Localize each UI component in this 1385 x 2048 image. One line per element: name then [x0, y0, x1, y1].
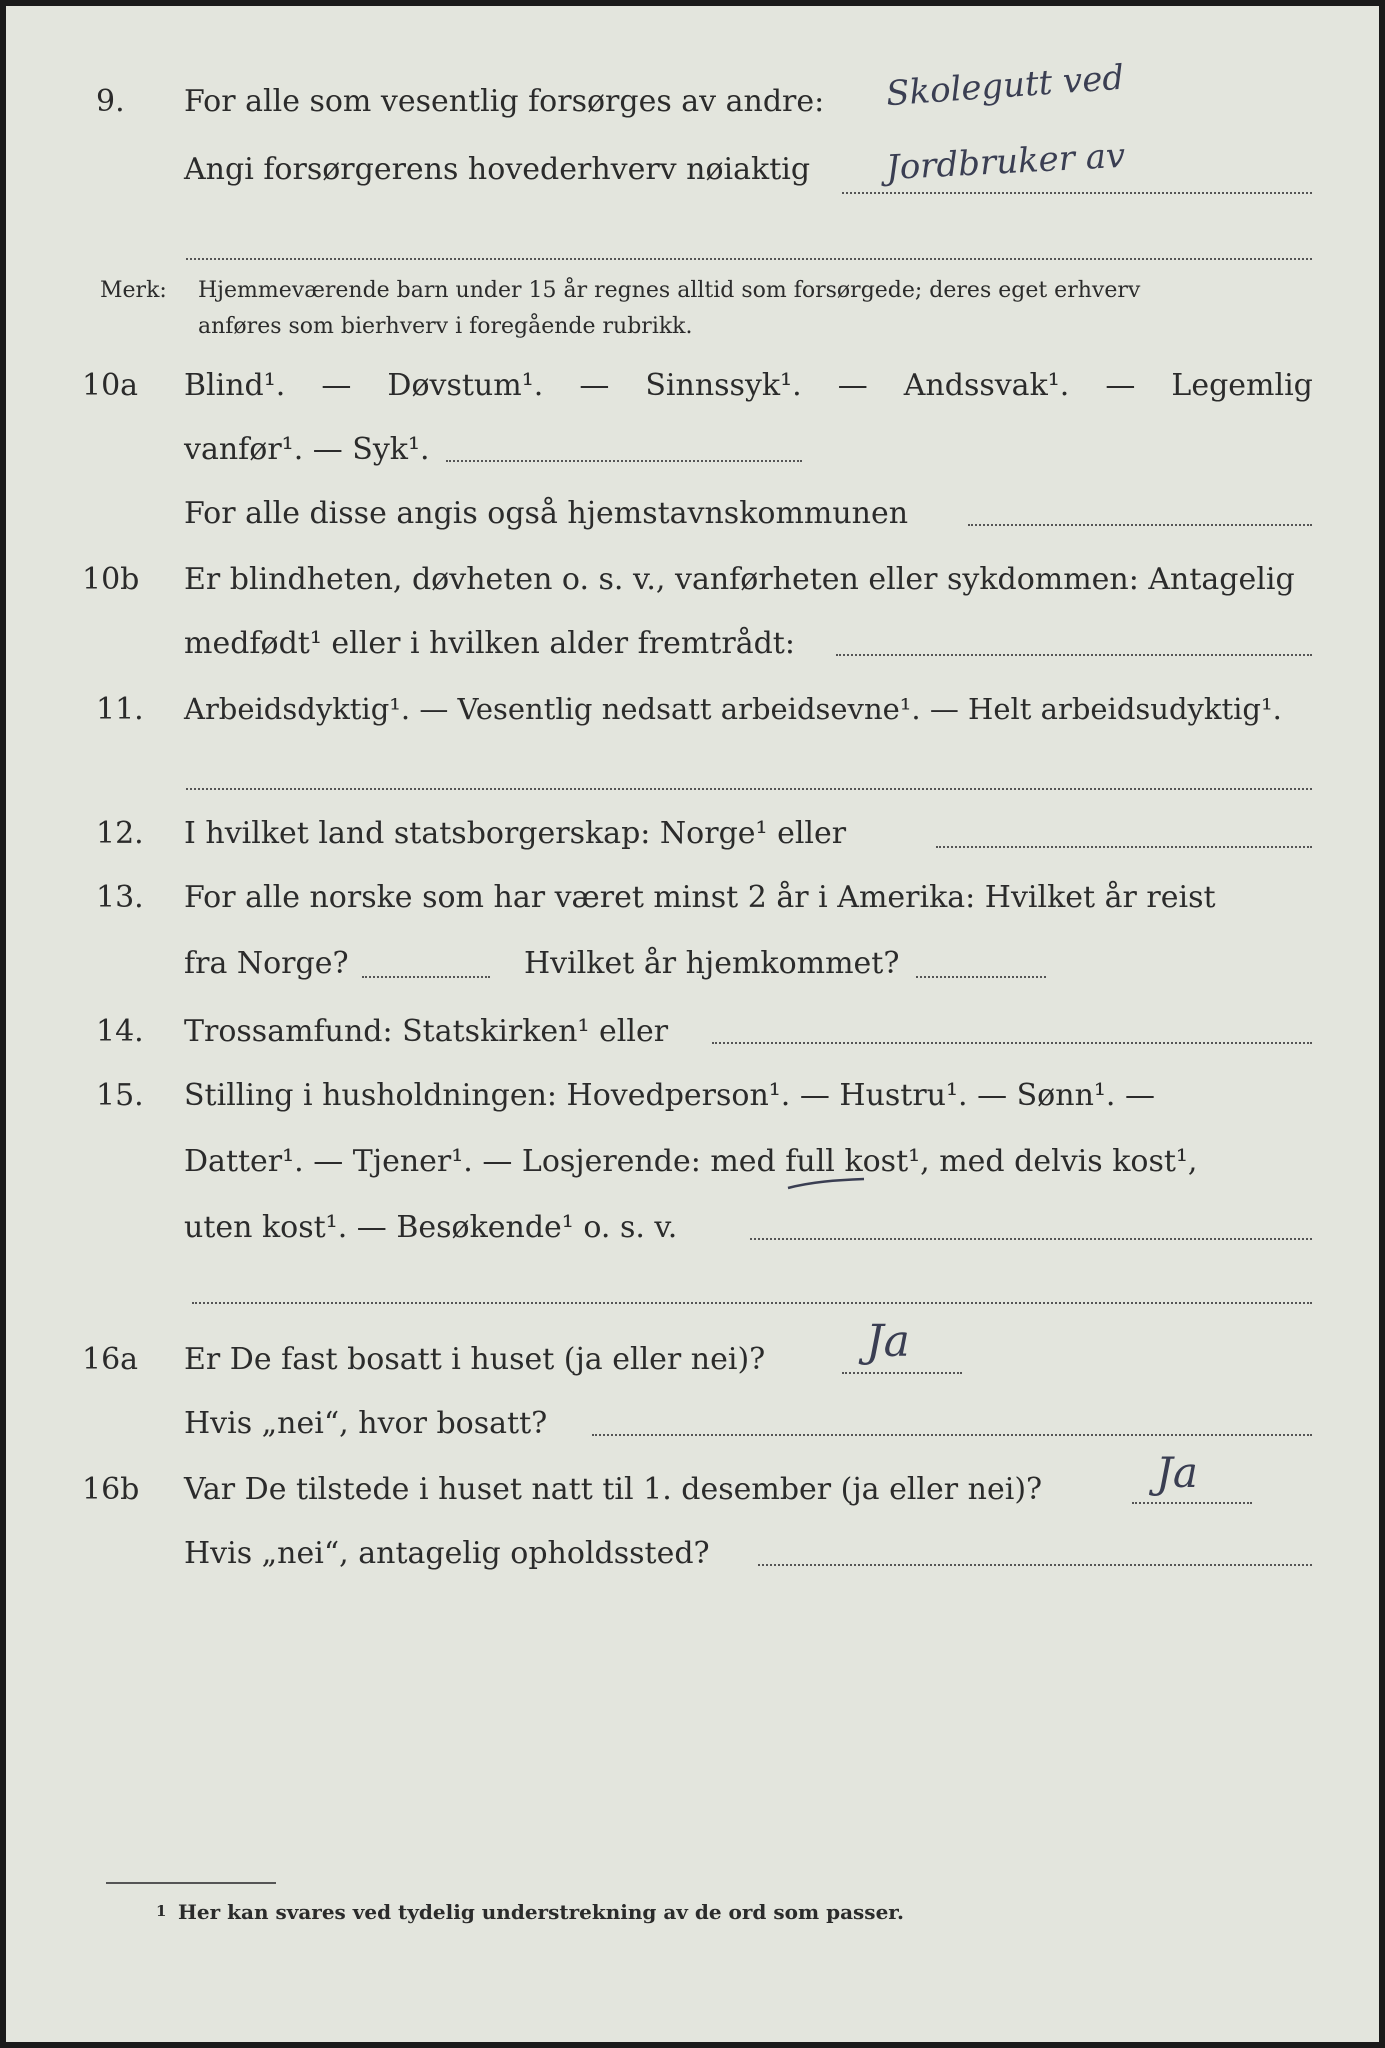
q16a-bosatt-field[interactable]	[592, 1434, 1312, 1436]
q10a-number: 10a	[82, 368, 139, 403]
q10a-dash: —	[1105, 368, 1136, 403]
q15-number: 15.	[96, 1078, 144, 1113]
q12-number: 12.	[96, 816, 144, 851]
q16b-line1: Var De tilstede i huset natt til 1. desember (ja eller nei)?	[184, 1472, 1043, 1507]
q10b-line1: Er blindheten, døvheten o. s. v., vanførheten eller sykdommen: Antagelig	[184, 562, 1295, 597]
q13-line2a: fra Norge?	[184, 946, 349, 981]
q10b-number: 10b	[82, 562, 140, 597]
q16b-answer-handwriting: Ja	[1156, 1448, 1198, 1497]
census-form-page	[6, 6, 1379, 2042]
q10a-option-legemlig[interactable]: Legemlig	[1171, 368, 1313, 403]
q9-number: 9.	[96, 84, 125, 119]
q9-answer1-handwriting: Skolegutt ved	[884, 57, 1126, 115]
q15-line2: Datter¹. — Tjener¹. — Losjerende: med full kost¹, med delvis kost¹,	[184, 1144, 1198, 1179]
q16a-answer-field[interactable]	[842, 1372, 962, 1374]
q16a-line1: Er De fast bosatt i huset (ja eller nei)?	[184, 1342, 766, 1377]
q12-line1: I hvilket land statsborgerskap: Norge¹ eller	[184, 816, 847, 851]
q11-line1: Arbeidsdyktig¹. — Vesentlig nedsatt arbeidsevne¹. — Helt arbeidsudyktig¹.	[184, 692, 1282, 726]
q10a-option-andssvak[interactable]: Andssvak¹.	[903, 368, 1070, 403]
q10a-line3: For alle disse angis også hjemstavnskommunen	[184, 496, 909, 531]
q15-line3: uten kost¹. — Besøkende¹ o. s. v.	[184, 1210, 678, 1245]
q10a-line2: vanfør¹. — Syk¹.	[184, 432, 430, 467]
footnote-mark: 1	[156, 1902, 167, 1920]
q13-reist-field[interactable]	[362, 976, 490, 978]
q9-question-line2: Angi forsørgerens hovederhverv nøiaktig	[184, 152, 811, 187]
q10a-syk-field[interactable]	[446, 460, 802, 462]
footnote-text: Her kan svares ved tydelig understrekning av de ord som passer.	[178, 1900, 904, 1924]
q9-extra-line[interactable]	[186, 258, 1312, 260]
q10a-hjemstavn-field[interactable]	[968, 524, 1312, 526]
q14-line1: Trossamfund: Statskirken¹ eller	[184, 1014, 669, 1049]
q10a-option-blind[interactable]: Blind¹.	[184, 368, 286, 403]
q10a-dash: —	[837, 368, 868, 403]
q14-number: 14.	[96, 1014, 144, 1049]
q16b-line2: Hvis „nei“, antagelig opholdssted?	[184, 1536, 710, 1571]
footnote-rule	[106, 1882, 276, 1884]
q11-answer-field[interactable]	[186, 788, 1312, 790]
merk-label: Merk:	[100, 278, 167, 303]
q10a-option-sinnssyk[interactable]: Sinnssyk¹.	[645, 368, 802, 403]
q10a-dash: —	[321, 368, 352, 403]
q16b-number: 16b	[82, 1472, 140, 1507]
q13-line2b: Hvilket år hjemkommet?	[524, 946, 900, 981]
q10a-line1	[184, 368, 1313, 403]
q9-answer2-field[interactable]	[842, 192, 1312, 194]
merk-line1: Hjemmeværende barn under 15 år regnes alltid som forsørgede; deres eget erhverv	[198, 278, 1141, 303]
q15-line1: Stilling i husholdningen: Hovedperson¹. — Hustru¹. — Sønn¹. —	[184, 1078, 1155, 1113]
q12-answer-field[interactable]	[936, 846, 1312, 848]
q11-number: 11.	[96, 692, 144, 727]
q15-answer-field[interactable]	[750, 1238, 1312, 1240]
q15-underline-mark	[786, 1176, 866, 1192]
q13-number: 13.	[96, 880, 144, 915]
q10a-dash: —	[579, 368, 610, 403]
q9-answer2-handwriting: Jordbruker av	[885, 135, 1127, 189]
q16a-number: 16a	[82, 1342, 139, 1377]
q10b-line2: medfødt¹ eller i hvilken alder fremtrådt:	[184, 626, 795, 661]
q13-hjemkommet-field[interactable]	[916, 976, 1046, 978]
q13-line1: For alle norske som har været minst 2 år i Amerika: Hvilket år reist	[184, 880, 1216, 915]
q16a-answer-handwriting: Ja	[866, 1316, 910, 1367]
q16a-line2: Hvis „nei“, hvor bosatt?	[184, 1406, 548, 1441]
merk-line2: anføres som bierhverv i foregående rubrikk.	[198, 314, 693, 339]
q16b-opholdssted-field[interactable]	[758, 1564, 1312, 1566]
q9-question-line1: For alle som vesentlig forsørges av andre:	[184, 84, 825, 119]
q10a-option-dovstum[interactable]: Døvstum¹.	[387, 368, 544, 403]
q14-answer-field[interactable]	[712, 1042, 1312, 1044]
q15-extra-line[interactable]	[192, 1302, 1312, 1304]
q16b-answer-field[interactable]	[1132, 1502, 1252, 1504]
q10b-answer-field[interactable]	[836, 654, 1312, 656]
